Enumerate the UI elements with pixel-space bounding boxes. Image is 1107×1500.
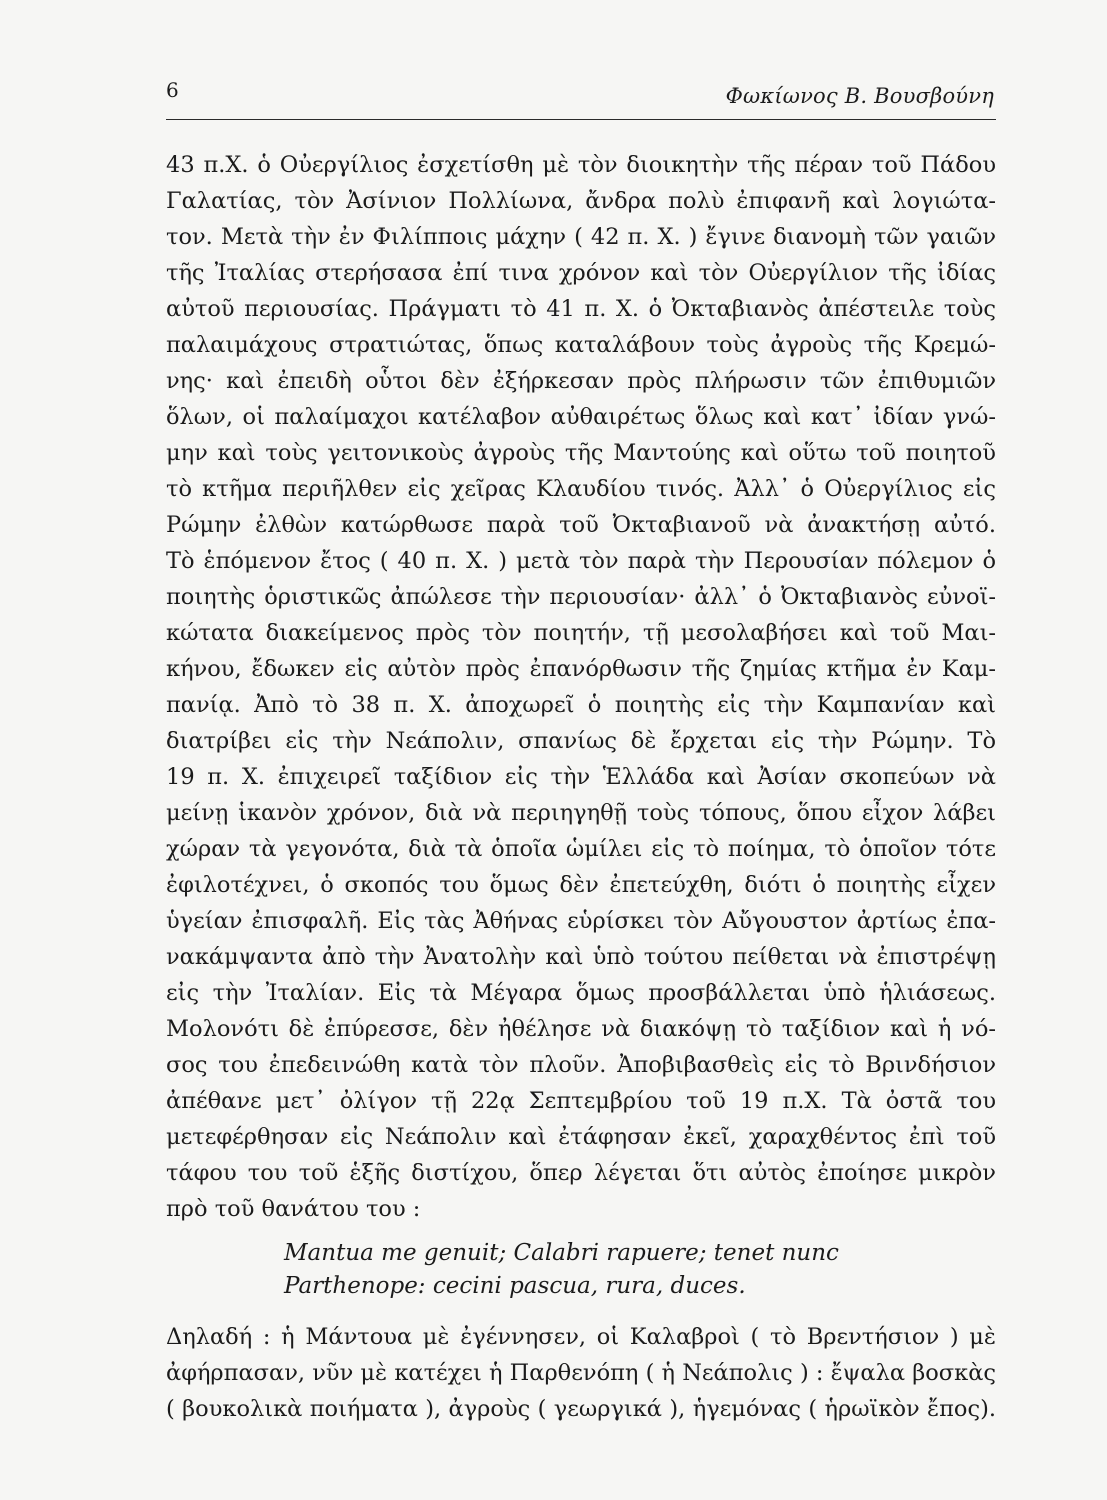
body-line: Γαλατίας, τὸν Ἀσίνιον Πολλίωνα, ἄνδρα πολὺ ἐπιφανῆ καὶ λογιώτα- — [166, 188, 996, 214]
header-rule — [166, 119, 996, 120]
body-line: νακάμψαντα ἀπὸ τὴν Ἀνατολὴν καὶ ὑπὸ τούτου πείθεται νὰ ἐπιστρέψῃ — [166, 944, 996, 970]
translation-line: Δηλαδή : ἡ Μάντουα μὲ ἐγέννησεν, οἱ Καλαβροὶ ( τὸ Βρεντήσιον ) μὲ — [166, 1324, 996, 1350]
body-line: κήνου, ἔδωκεν εἰς αὐτὸν πρὸς ἐπανόρθωσιν τῆς ζημίας κτῆμα ἐν Καμ- — [166, 656, 996, 682]
body-line: διατρίβει εἰς τὴν Νεάπολιν, σπανίως δὲ ἔρχεται εἰς τὴν Ρώμην. Τὸ — [166, 728, 996, 754]
body-line: Ρώμην ἐλθὼν κατώρθωσε παρὰ τοῦ Ὀκταβιανοῦ νὰ ἀνακτήσῃ αὐτό. — [166, 512, 996, 538]
body-line: ἐφιλοτέχνει, ὁ σκοπός του ὅμως δὲν ἐπετεύχθη, διότι ὁ ποιητὴς εἶχεν — [166, 872, 996, 898]
body-line: εἰς τὴν Ἰταλίαν. Εἰς τὰ Μέγαρα ὅμως προσβάλλεται ὑπὸ ἡλιάσεως. — [166, 980, 996, 1006]
body-line: Τὸ ἑπόμενον ἔτος ( 40 π. Χ. ) μετὰ τὸν παρὰ τὴν Περουσίαν πόλεμον ὁ — [166, 548, 996, 574]
body-line: ποιητὴς ὁριστικῶς ἀπώλεσε τὴν περιουσίαν· ἀλλ᾽ ὁ Ὀκταβιανὸς εὐνοϊ- — [166, 584, 996, 610]
body-line: ἀπέθανε μετ᾽ ὀλίγον τῇ 22ᾳ Σεπτεμβρίου τοῦ 19 π.Χ. Τὰ ὀστᾶ του — [166, 1088, 996, 1114]
body-line: σος του ἐπεδεινώθη κατὰ τὸν πλοῦν. Ἀποβιβασθεὶς εἰς τὸ Βρινδήσιον — [166, 1052, 996, 1078]
body-line: 19 π. Χ. ἐπιχειρεῖ ταξίδιον εἰς τὴν Ἑλλάδα καὶ Ἀσίαν σκοπεύων νὰ — [166, 764, 996, 790]
page-header — [166, 74, 996, 110]
body-line: μετεφέρθησαν εἰς Νεάπολιν καὶ ἐτάφησαν ἐκεῖ, χαραχθέντος ἐπὶ τοῦ — [166, 1124, 996, 1150]
translation-line: ( βουκολικὰ ποιήματα ), ἀγροὺς ( γεωργικά ), ἡγεμόνας ( ἡρωϊκὸν ἔπος). — [166, 1396, 996, 1422]
body-line: 43 π.Χ. ὁ Οὐεργίλιος ἐσχετίσθη μὲ τὸν διοικητὴν τῆς πέραν τοῦ Πάδου — [166, 152, 996, 178]
body-line: Μολονότι δὲ ἐπύρεσσε, δὲν ἠθέλησε νὰ διακόψῃ τὸ ταξίδιον καὶ ἡ νό- — [166, 1016, 996, 1042]
body-line: τῆς Ἰταλίας στερήσασα ἐπί τινα χρόνον καὶ τὸν Οὐεργίλιον τῆς ἰδίας — [166, 260, 996, 286]
verse-line: Parthenope: cecini pascua, rura, duces. — [284, 1273, 746, 1299]
body-line: πανίᾳ. Ἀπὸ τὸ 38 π. Χ. ἀποχωρεῖ ὁ ποιητὴς εἰς τὴν Καμπανίαν καὶ — [166, 692, 996, 718]
body-line: παλαιμάχους στρατιώτας, ὅπως καταλάβουν τοὺς ἀγροὺς τῆς Κρεμώ- — [166, 332, 996, 358]
body-line: τάφου του τοῦ ἑξῆς διστίχου, ὅπερ λέγεται ὅτι αὐτὸς ἐποίησε μικρὸν — [166, 1160, 996, 1186]
body-line: τὸ κτῆμα περιῆλθεν εἰς χεῖρας Κλαυδίου τινός. Ἀλλ᾽ ὁ Οὐεργίλιος εἰς — [166, 476, 996, 502]
running-title: Φωκίωνος Β. Βουσβούνη — [725, 84, 994, 108]
body-line: ὅλων, οἱ παλαίμαχοι κατέλαβον αὐθαιρέτως ὅλως καὶ κατ᾽ ἰδίαν γνώ- — [166, 404, 996, 430]
body-line: χώραν τὰ γεγονότα, διὰ τὰ ὁποῖα ὡμίλει εἰς τὸ ποίημα, τὸ ὁποῖον τότε — [166, 836, 996, 862]
body-line: ὑγείαν ἐπισφαλῆ. Εἰς τὰς Ἀθήνας εὑρίσκει τὸν Αὔγουστον ἀρτίως ἐπα- — [166, 908, 996, 934]
body-line: μην καὶ τοὺς γειτονικοὺς ἀγροὺς τῆς Μαντούης καὶ οὕτω τοῦ ποιητοῦ — [166, 440, 996, 466]
body-line: τον. Μετὰ τὴν ἐν Φιλίπποις μάχην ( 42 π. Χ. ) ἔγινε διανομὴ τῶν γαιῶν — [166, 224, 996, 250]
body-line: αὐτοῦ περιουσίας. Πράγματι τὸ 41 π. Χ. ὁ Ὀκταβιανὸς ἀπέστειλε τοὺς — [166, 296, 996, 322]
page-number: 6 — [166, 78, 179, 102]
translation-line: ἀφήρπασαν, νῦν μὲ κατέχει ἡ Παρθενόπη ( ἡ Νεάπολις ) : ἔψαλα βοσκὰς — [166, 1360, 996, 1386]
verse-line: Mantua me genuit; Calabri rapuere; tenet nunc — [284, 1240, 839, 1266]
body-line: κώτατα διακείμενος πρὸς τὸν ποιητήν, τῇ μεσολαβήσει καὶ τοῦ Μαι- — [166, 620, 996, 646]
body-line: πρὸ τοῦ θανάτου του : — [166, 1196, 421, 1222]
body-line: νης· καὶ ἐπειδὴ οὗτοι δὲν ἐξήρκεσαν πρὸς πλήρωσιν τῶν ἐπιθυμιῶν — [166, 368, 996, 394]
body-line: μείνῃ ἱκανὸν χρόνον, διὰ νὰ περιηγηθῇ τοὺς τόπους, ὅπου εἶχον λάβει — [166, 800, 996, 826]
